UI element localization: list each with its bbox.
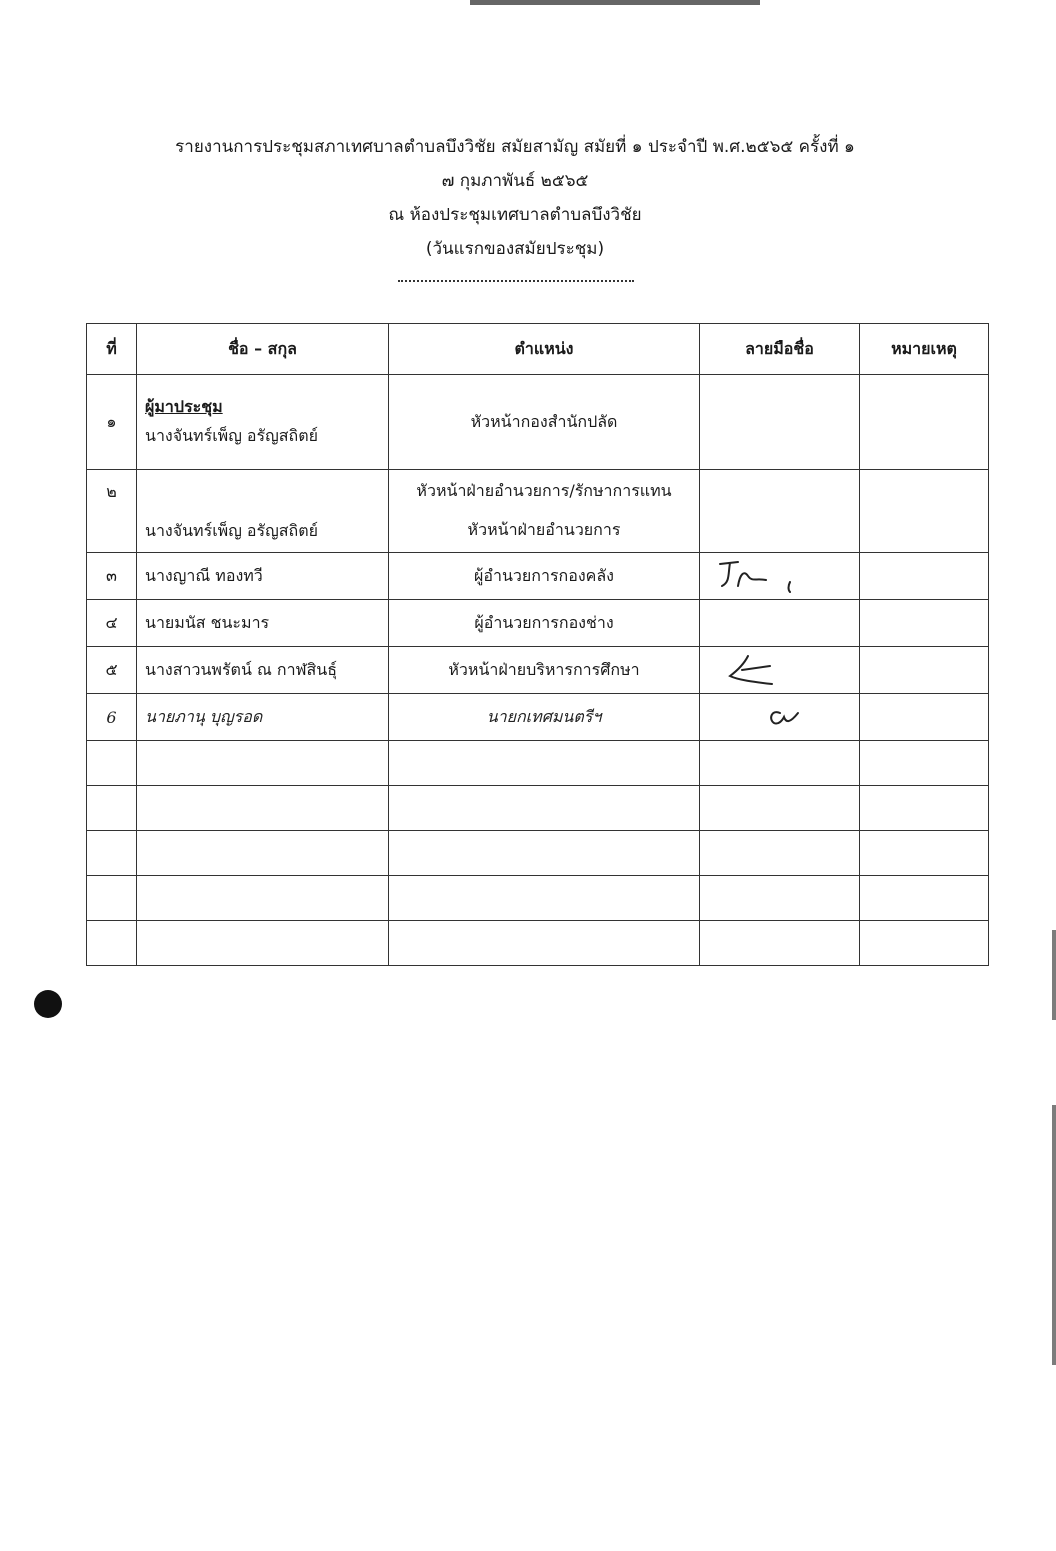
- meeting-session: (วันแรกของสมัยประชุม): [425, 239, 605, 259]
- signature-cell[interactable]: [700, 647, 860, 694]
- position-line: หัวหน้าฝ่ายอำนวยการ/รักษาการแทน: [416, 481, 672, 500]
- signature-mark: [708, 699, 808, 735]
- signature-cell[interactable]: [700, 470, 860, 553]
- scan-edge: [470, 0, 760, 5]
- row-number: ๑: [87, 375, 137, 470]
- position-cell[interactable]: [389, 921, 700, 966]
- meeting-location: ณ ห้องประชุมเทศบาลตำบลบึงวิชัย: [388, 205, 642, 225]
- signature-cell[interactable]: [700, 694, 860, 741]
- row-number: 6: [87, 694, 137, 741]
- remark-cell[interactable]: [860, 553, 989, 600]
- signature-mark: [708, 556, 808, 596]
- table-row: [87, 786, 989, 831]
- table-row: [87, 470, 989, 553]
- remark-cell[interactable]: [860, 741, 989, 786]
- document-header: [0, 130, 1030, 266]
- row-number: [87, 786, 137, 831]
- row-number: ๒: [87, 470, 137, 553]
- scan-edge: [1052, 930, 1056, 1020]
- row-number: ๕: [87, 647, 137, 694]
- remark-cell[interactable]: [860, 876, 989, 921]
- remark-cell[interactable]: [860, 831, 989, 876]
- name-cell[interactable]: [137, 876, 389, 921]
- punch-hole: [34, 990, 62, 1018]
- divider: [398, 280, 634, 282]
- row-number: [87, 876, 137, 921]
- signature-cell[interactable]: [700, 876, 860, 921]
- attendee-name: นางจันทร์เพ็ญ อรัญสถิตย์: [137, 470, 389, 553]
- attendee-name: นายมนัส ชนะมาร: [137, 600, 389, 647]
- signature-cell[interactable]: [700, 741, 860, 786]
- position-cell[interactable]: [389, 831, 700, 876]
- remark-cell[interactable]: [860, 786, 989, 831]
- table-row: [87, 876, 989, 921]
- signature-mark: [708, 650, 808, 690]
- col-header-remark: หมายเหตุ: [860, 324, 989, 375]
- scan-edge: [1052, 1105, 1056, 1365]
- signature-cell[interactable]: [700, 375, 860, 470]
- document-title: รายงานการประชุมสภาเทศบาลตำบลบึงวิชัย สมัยสามัญ สมัยที่ ๑ ประจำปี พ.ศ.๒๕๖๕ ครั้งที่ ๑: [175, 137, 855, 157]
- table-row: [87, 831, 989, 876]
- signature-cell[interactable]: [700, 921, 860, 966]
- table-row: [87, 375, 989, 470]
- signature-cell[interactable]: [700, 786, 860, 831]
- table-row: [87, 921, 989, 966]
- name-cell[interactable]: [137, 786, 389, 831]
- name-cell[interactable]: [137, 921, 389, 966]
- attendee-name: นางจันทร์เพ็ญ อรัญสถิตย์: [145, 426, 318, 445]
- table-header-row: [87, 324, 989, 375]
- row-number: [87, 741, 137, 786]
- position-line: หัวหน้าฝ่ายอำนวยการ: [467, 520, 621, 539]
- remark-cell[interactable]: [860, 375, 989, 470]
- name-cell[interactable]: [137, 741, 389, 786]
- col-header-position: ตำแหน่ง: [389, 324, 700, 375]
- col-header-name: ชื่อ – สกุล: [137, 324, 389, 375]
- meeting-date: ๗ กุมภาพันธ์ ๒๕๖๕: [441, 171, 589, 191]
- name-cell[interactable]: [137, 831, 389, 876]
- position-cell: นายกเทศมนตรีฯ: [389, 694, 700, 741]
- position-cell: หัวหน้าฝ่ายบริหารการศึกษา: [389, 647, 700, 694]
- col-header-signature: ลายมือชื่อ: [700, 324, 860, 375]
- attendance-table: [86, 323, 989, 966]
- attendee-name: นางสาวนพรัตน์ ณ กาฬสินธุ์: [137, 647, 389, 694]
- row-number: ๔: [87, 600, 137, 647]
- position-cell: [389, 470, 700, 553]
- signature-cell[interactable]: [700, 831, 860, 876]
- remark-cell[interactable]: [860, 600, 989, 647]
- name-cell: [137, 375, 389, 470]
- position-cell[interactable]: [389, 741, 700, 786]
- position-cell: ผู้อำนวยการกองช่าง: [389, 600, 700, 647]
- table-row: [87, 741, 989, 786]
- position-cell: หัวหน้ากองสำนักปลัด: [389, 375, 700, 470]
- signature-cell[interactable]: [700, 600, 860, 647]
- position-cell[interactable]: [389, 786, 700, 831]
- remark-cell[interactable]: [860, 647, 989, 694]
- table-row: [87, 647, 989, 694]
- row-number: [87, 831, 137, 876]
- col-header-no: ที่: [87, 324, 137, 375]
- attendee-name: นางญาณี ทองทวี: [137, 553, 389, 600]
- row-number: [87, 921, 137, 966]
- remark-cell[interactable]: [860, 921, 989, 966]
- attendee-name: นายภานุ บุญรอด: [137, 694, 389, 741]
- row-number: ๓: [87, 553, 137, 600]
- signature-cell[interactable]: [700, 553, 860, 600]
- position-cell[interactable]: [389, 876, 700, 921]
- table-row: [87, 694, 989, 741]
- remark-cell[interactable]: [860, 470, 989, 553]
- section-label: ผู้มาประชุม: [145, 397, 223, 416]
- table-row: [87, 553, 989, 600]
- position-cell: ผู้อำนวยการกองคลัง: [389, 553, 700, 600]
- table-row: [87, 600, 989, 647]
- remark-cell[interactable]: [860, 694, 989, 741]
